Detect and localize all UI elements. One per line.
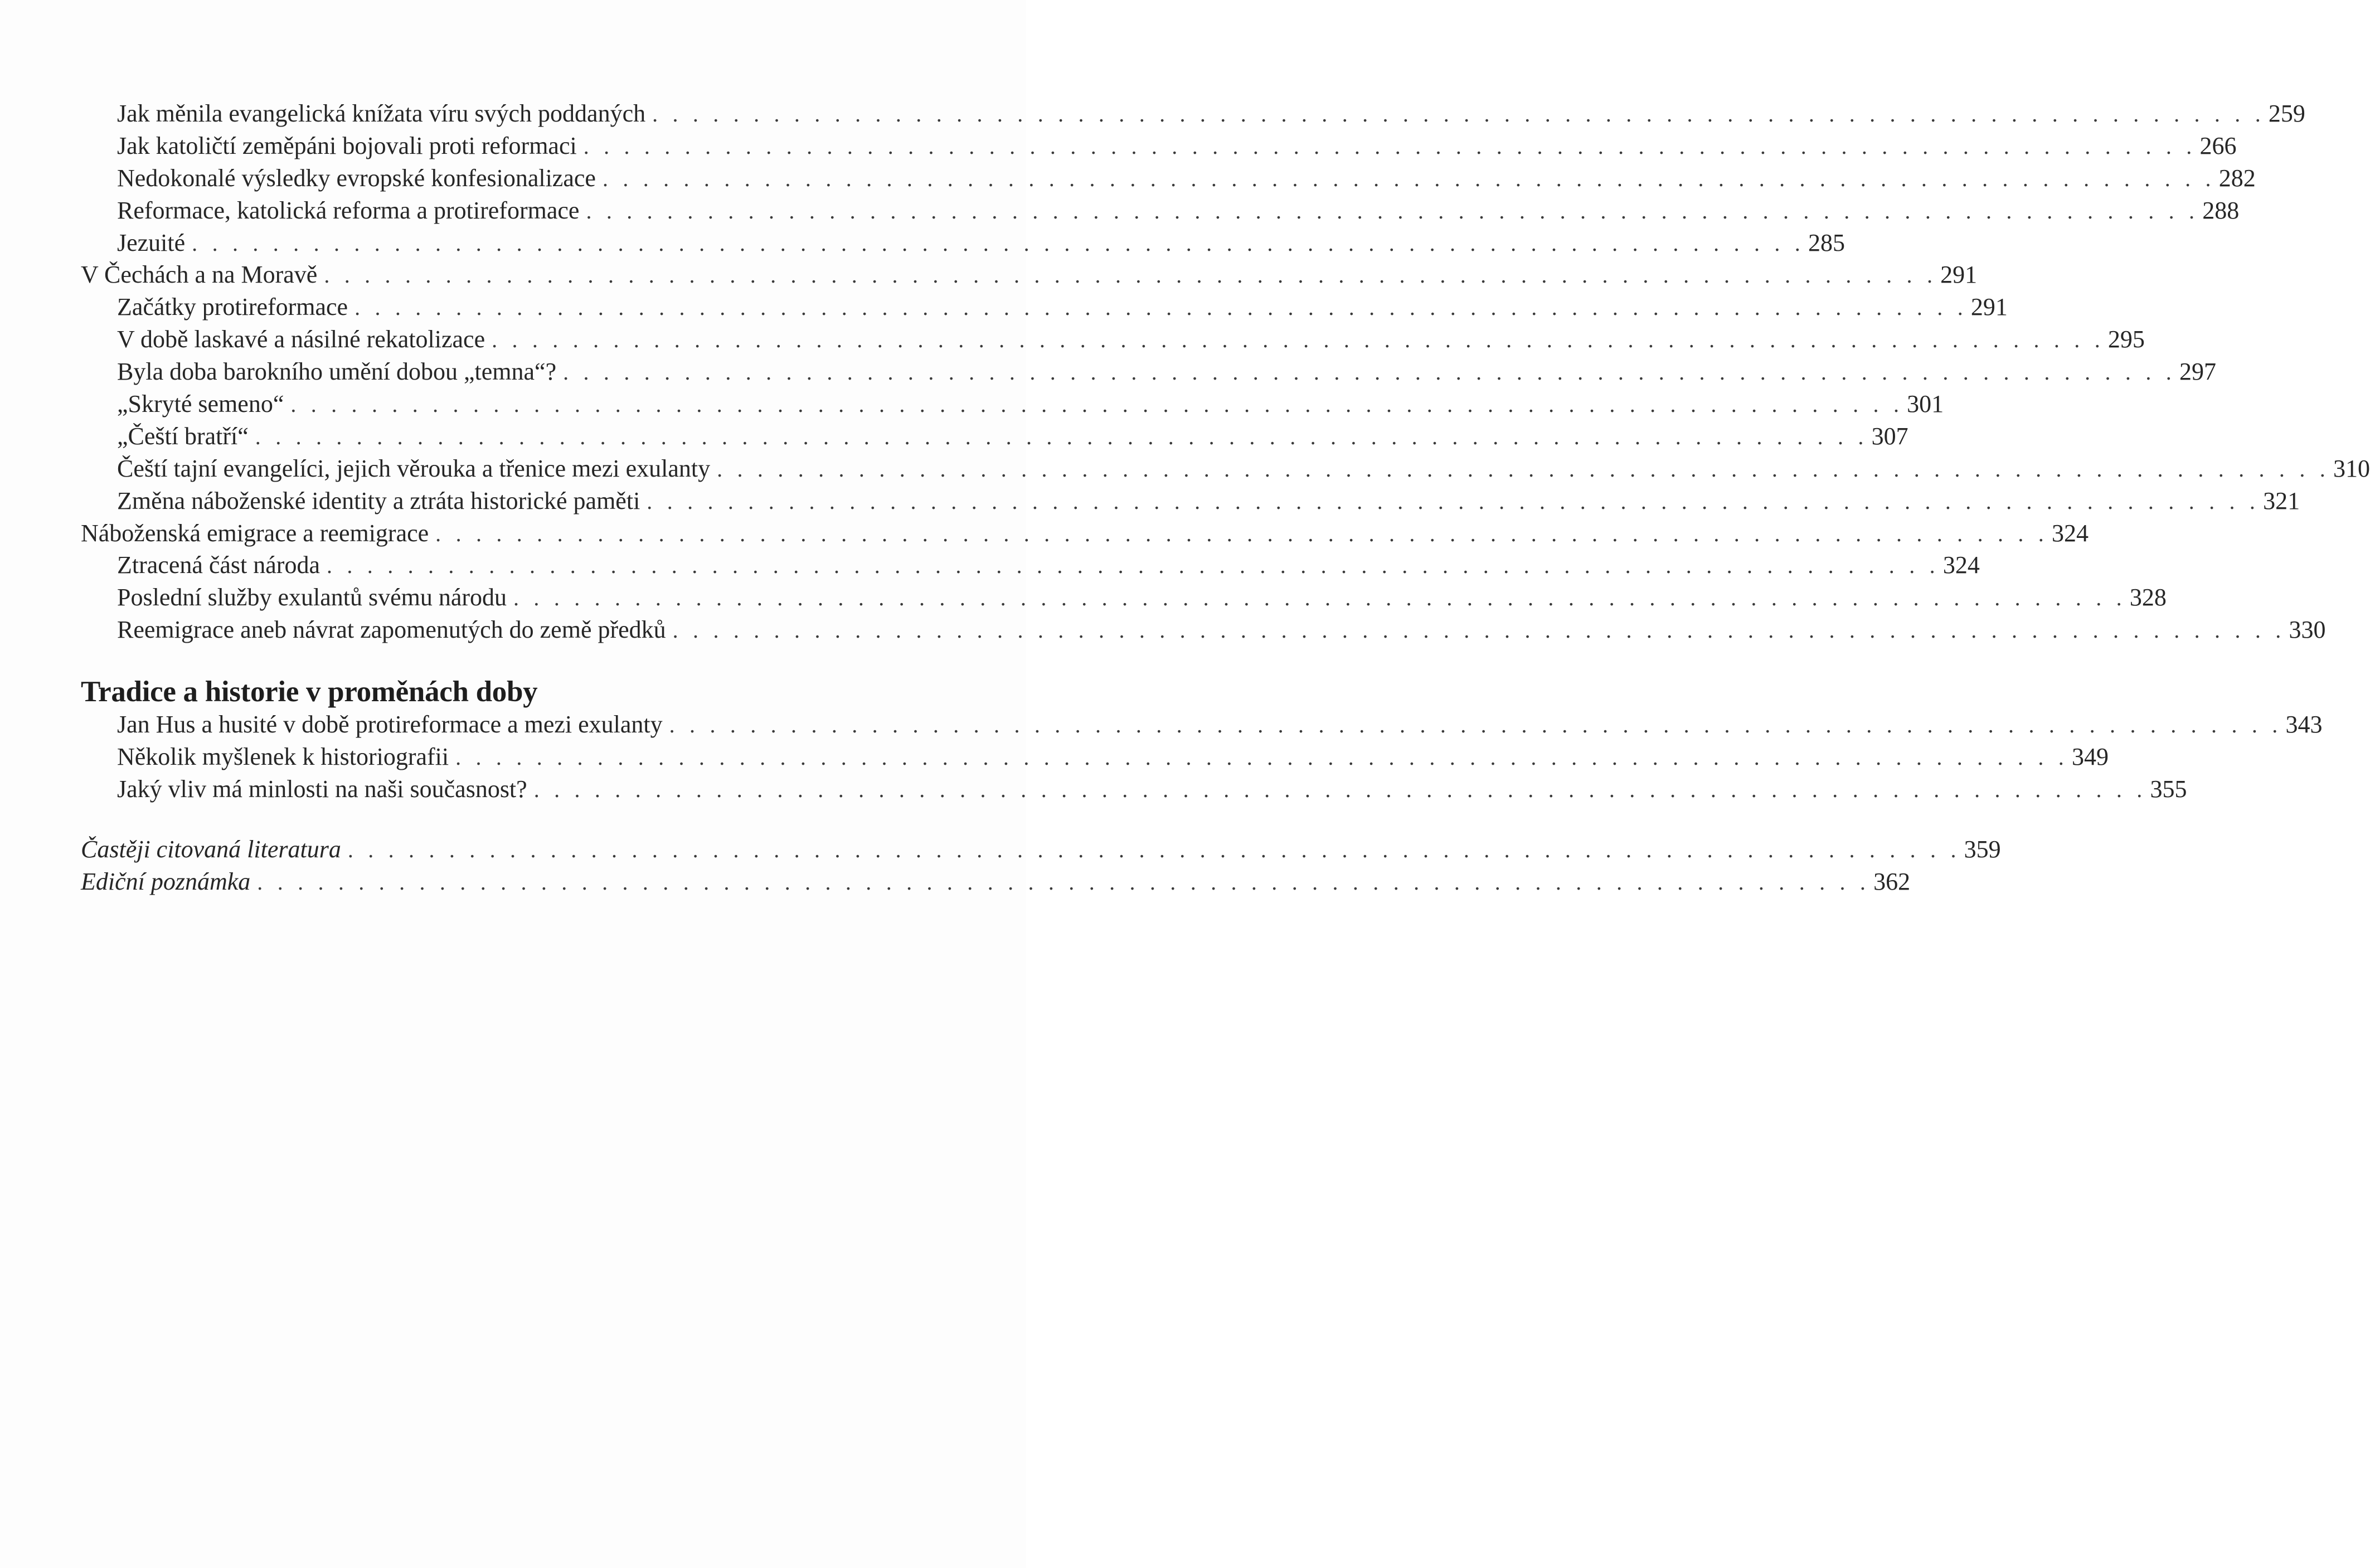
toc-page-number: 282 xyxy=(2218,164,2256,192)
toc-entry xyxy=(81,420,1908,453)
toc-entry-title: „Skryté semeno“ xyxy=(117,390,284,418)
toc-entry-title: Jan Hus a husité v době protireformace a mezi exulanty xyxy=(117,711,663,739)
toc-entry xyxy=(81,195,2240,227)
toc-page-number: 295 xyxy=(2107,326,2145,353)
toc-entry-title: Ediční poznámka xyxy=(81,867,251,895)
toc-page-number: 328 xyxy=(2129,584,2167,611)
toc-leader-dots: . . . . . . . . . . . . . . . . . . . . . . . . . . . . . . . . . . . . . . . . . . . . . . . . . . . . . . . . . . . . . . . . . . . . . . . . . . . . . . . . xyxy=(563,360,2176,385)
toc-entry-title: Ztracená část národa xyxy=(117,551,320,579)
toc-leader-dots: . . . . . . . . . . . . . . . . . . . . . . . . . . . . . . . . . . . . . . . . . . . . . . . . . . . . . . . . . . . . . . . . . . . . . . . . . . . . . . . . xyxy=(327,553,1940,579)
toc-page-number: 266 xyxy=(2199,132,2237,159)
toc-leader-dots: . . . . . . . . . . . . . . . . . . . . . . . . . . . . . . . . . . . . . . . . . . . . . . . . . . . . . . . . . . . . . . . . . . . . . . . . . . . . . . . . xyxy=(672,618,2286,643)
toc-leader-dots: . . . . . . . . . . . . . . . . . . . . . . . . . . . . . . . . . . . . . . . . . . . . . . . . . . . . . . . . . . . . . . . . . . . . . . . . . . . . . . . . xyxy=(513,585,2126,611)
toc-leader-dots: . . . . . . . . . . . . . . . . . . . . . . . . . . . . . . . . . . . . . . . . . . . . . . . . . . . . . . . . . . . . . . . . . . . . . . . . . . . . . . . . xyxy=(602,166,2216,191)
toc-page-number: 297 xyxy=(2179,358,2216,386)
toc-entry-title: Náboženská emigrace a reemigrace xyxy=(81,519,429,547)
toc-leader-dots: . . . . . . . . . . . . . . . . . . . . . . . . . . . . . . . . . . . . . . . . . . . . . . . . . . . . . . . . . . . . . . . . . . . . . . . . . . . . . . . . xyxy=(354,295,1968,321)
toc-leader-dots: . . . . . . . . . . . . . . . . . . . . . . . . . . . . . . . . . . . . . . . . . . . . . . . . . . . . . . . . . . . . . . . . . . . . . . . . . . . . . . . . xyxy=(455,745,2068,770)
toc-page-number: 259 xyxy=(2268,100,2305,127)
toc-page-number: 324 xyxy=(2051,519,2089,547)
toc-entry xyxy=(81,323,2145,356)
toc-entry xyxy=(81,708,2323,741)
toc-leader-dots: . . . . . . . . . . . . . . . . . . . . . . . . . . . . . . . . . . . . . . . . . . . . . . . . . . . . . . . . . . . . . . . . . . . . . . . . . . . . . . . . xyxy=(583,133,2197,159)
toc-leader-dots: . . . . . . . . . . . . . . . . . . . . . . . . . . . . . . . . . . . . . . . . . . . . . . . . . . . . . . . . . . . . . . . . . . . . . . . . . . . . . . . . xyxy=(257,869,1871,895)
toc-leader-dots: . . . . . . . . . . . . . . . . . . . . . . . . . . . . . . . . . . . . . . . . . . . . . . . . . . . . . . . . . . . . . . . . . . . . . . . . . . . . . . . . xyxy=(492,327,2105,353)
toc-page-number: 307 xyxy=(1871,422,1908,450)
toc-entry-title: Byla doba barokního umění dobou „temna“? xyxy=(117,358,557,386)
toc-page-number: 330 xyxy=(2289,616,2326,644)
toc-entry-title: Několik myšlenek k historiografii xyxy=(117,743,449,771)
toc-page-number: 291 xyxy=(1970,293,2008,321)
toc-leader-dots: . . . . . . . . . . . . . . . . . . . . . . . . . . . . . . . . . . . . . . . . . . . . . . . . . . . . . . . . . . . . . . . . . . . . . . . . . . . . . . . . xyxy=(647,488,2260,514)
toc-entry xyxy=(81,517,2089,550)
toc-entry-title: V Čechách a na Moravě xyxy=(81,261,318,289)
toc-entry xyxy=(81,453,2370,485)
toc-entry-title: V době laskavé a násilné rekatolizace xyxy=(117,326,485,353)
toc-entry xyxy=(81,98,2305,130)
toc-entry xyxy=(81,259,1978,291)
toc-page-number: 321 xyxy=(2263,487,2300,514)
toc-page-number: 310 xyxy=(2333,454,2370,482)
toc-page-number: 343 xyxy=(2285,711,2323,739)
toc-leader-dots: . . . . . . . . . . . . . . . . . . . . . . . . . . . . . . . . . . . . . . . . . . . . . . . . . . . . . . . . . . . . . . . . . . . . . . . . . . . . . . . . xyxy=(324,263,1937,288)
toc-entry-title: Nedokonalé výsledky evropské konfesionalizace xyxy=(117,164,596,192)
toc-entry-title: Jak katoličtí zeměpáni bojovali proti reformaci xyxy=(117,132,577,159)
toc-leader-dots: . . . . . . . . . . . . . . . . . . . . . . . . . . . . . . . . . . . . . . . . . . . . . . . . . . . . . . . . . . . . . . . . . . . . . . . . . . . . . . . . xyxy=(717,456,2330,482)
toc-entry xyxy=(81,356,2216,388)
toc-group-appendix xyxy=(81,833,2001,898)
toc-page-number: 359 xyxy=(1964,835,2001,863)
toc-entry xyxy=(81,581,2167,614)
toc-leader-dots: . . . . . . . . . . . . . . . . . . . . . . . . . . . . . . . . . . . . . . . . . . . . . . . . . . . . . . . . . . . . . . . . . . . . . . . . . . . . . . . . xyxy=(347,837,1961,862)
toc-entry xyxy=(81,162,2256,195)
toc-entry-title: Poslední služby exulantů svému národu xyxy=(117,584,507,611)
toc-entry-title: Reformace, katolická reforma a protireformace xyxy=(117,196,580,224)
toc-leader-dots: . . . . . . . . . . . . . . . . . . . . . . . . . . . . . . . . . . . . . . . . . . . . . . . . . . . . . . . . . . . . . . . . . . . . . . . . . . . . . . . . xyxy=(192,230,1805,256)
toc-entry-title: Jaký vliv má minlosti na naši současnost? xyxy=(117,775,527,803)
toc-leader-dots: . . . . . . . . . . . . . . . . . . . . . . . . . . . . . . . . . . . . . . . . . . . . . . . . . . . . . . . . . . . . . . . . . . . . . . . . . . . . . . . . xyxy=(669,712,2282,738)
toc-entry xyxy=(81,614,2326,646)
toc-leader-dots: . . . . . . . . . . . . . . . . . . . . . . . . . . . . . . . . . . . . . . . . . . . . . . . . . . . . . . . . . . . . . . . . . . . . . . . . . . . . . . . . xyxy=(652,101,2265,127)
toc-group-main xyxy=(81,98,2370,646)
toc-entry xyxy=(81,291,2008,323)
spacer xyxy=(81,805,953,833)
toc-entry xyxy=(81,549,1980,581)
toc-group-tradition xyxy=(81,708,2323,805)
toc-page-number: 291 xyxy=(1940,261,1978,289)
toc-entry xyxy=(81,773,2187,805)
toc-entry xyxy=(81,866,1911,898)
toc-page-number: 285 xyxy=(1808,229,1845,256)
toc-page-number: 362 xyxy=(1873,867,1911,895)
toc-page-number: 324 xyxy=(1942,551,1980,579)
toc-entry-title: Jak měnila evangelická knížata víru svých poddaných xyxy=(117,100,646,127)
toc-page-number: 355 xyxy=(2150,775,2187,803)
toc-entry xyxy=(81,485,2300,517)
toc-entry-title: Jezuité xyxy=(117,229,186,256)
toc-entry-title: Změna náboženské identity a ztráta historické paměti xyxy=(117,487,640,514)
section-heading: Tradice a historie v proměnách doby xyxy=(81,676,538,708)
toc-entry xyxy=(81,741,2109,773)
toc-page-number: 349 xyxy=(2071,743,2109,771)
toc-entry-title: Reemigrace aneb návrat zapomenutých do země předků xyxy=(117,616,666,644)
toc-leader-dots: . . . . . . . . . . . . . . . . . . . . . . . . . . . . . . . . . . . . . . . . . . . . . . . . . . . . . . . . . . . . . . . . . . . . . . . . . . . . . . . . xyxy=(533,776,2147,802)
toc-entry-title: Začátky protireformace xyxy=(117,293,348,321)
toc-leader-dots: . . . . . . . . . . . . . . . . . . . . . . . . . . . . . . . . . . . . . . . . . . . . . . . . . . . . . . . . . . . . . . . . . . . . . . . . . . . . . . . . xyxy=(290,392,1904,418)
toc-leader-dots: . . . . . . . . . . . . . . . . . . . . . . . . . . . . . . . . . . . . . . . . . . . . . . . . . . . . . . . . . . . . . . . . . . . . . . . . . . . . . . . . xyxy=(255,424,1868,449)
toc-entry xyxy=(81,388,1944,420)
toc-entry xyxy=(81,227,1845,259)
toc-entry xyxy=(81,833,2001,866)
toc-leader-dots: . . . . . . . . . . . . . . . . . . . . . . . . . . . . . . . . . . . . . . . . . . . . . . . . . . . . . . . . . . . . . . . . . . . . . . . . . . . . . . . . xyxy=(586,198,2199,224)
toc-entry-title: Častěji citovaná literatura xyxy=(81,835,341,863)
toc-entry-title: „Čeští bratří“ xyxy=(117,422,249,450)
toc-page-number: 288 xyxy=(2202,196,2240,224)
table-of-contents xyxy=(81,98,2370,898)
toc-entry-title: Čeští tajní evangelíci, jejich věrouka a třenice mezi exulanty xyxy=(117,454,711,482)
toc-page-number: 301 xyxy=(1907,390,1944,418)
toc-entry xyxy=(81,130,2237,162)
toc-leader-dots: . . . . . . . . . . . . . . . . . . . . . . . . . . . . . . . . . . . . . . . . . . . . . . . . . . . . . . . . . . . . . . . . . . . . . . . . . . . . . . . . xyxy=(435,521,2048,546)
